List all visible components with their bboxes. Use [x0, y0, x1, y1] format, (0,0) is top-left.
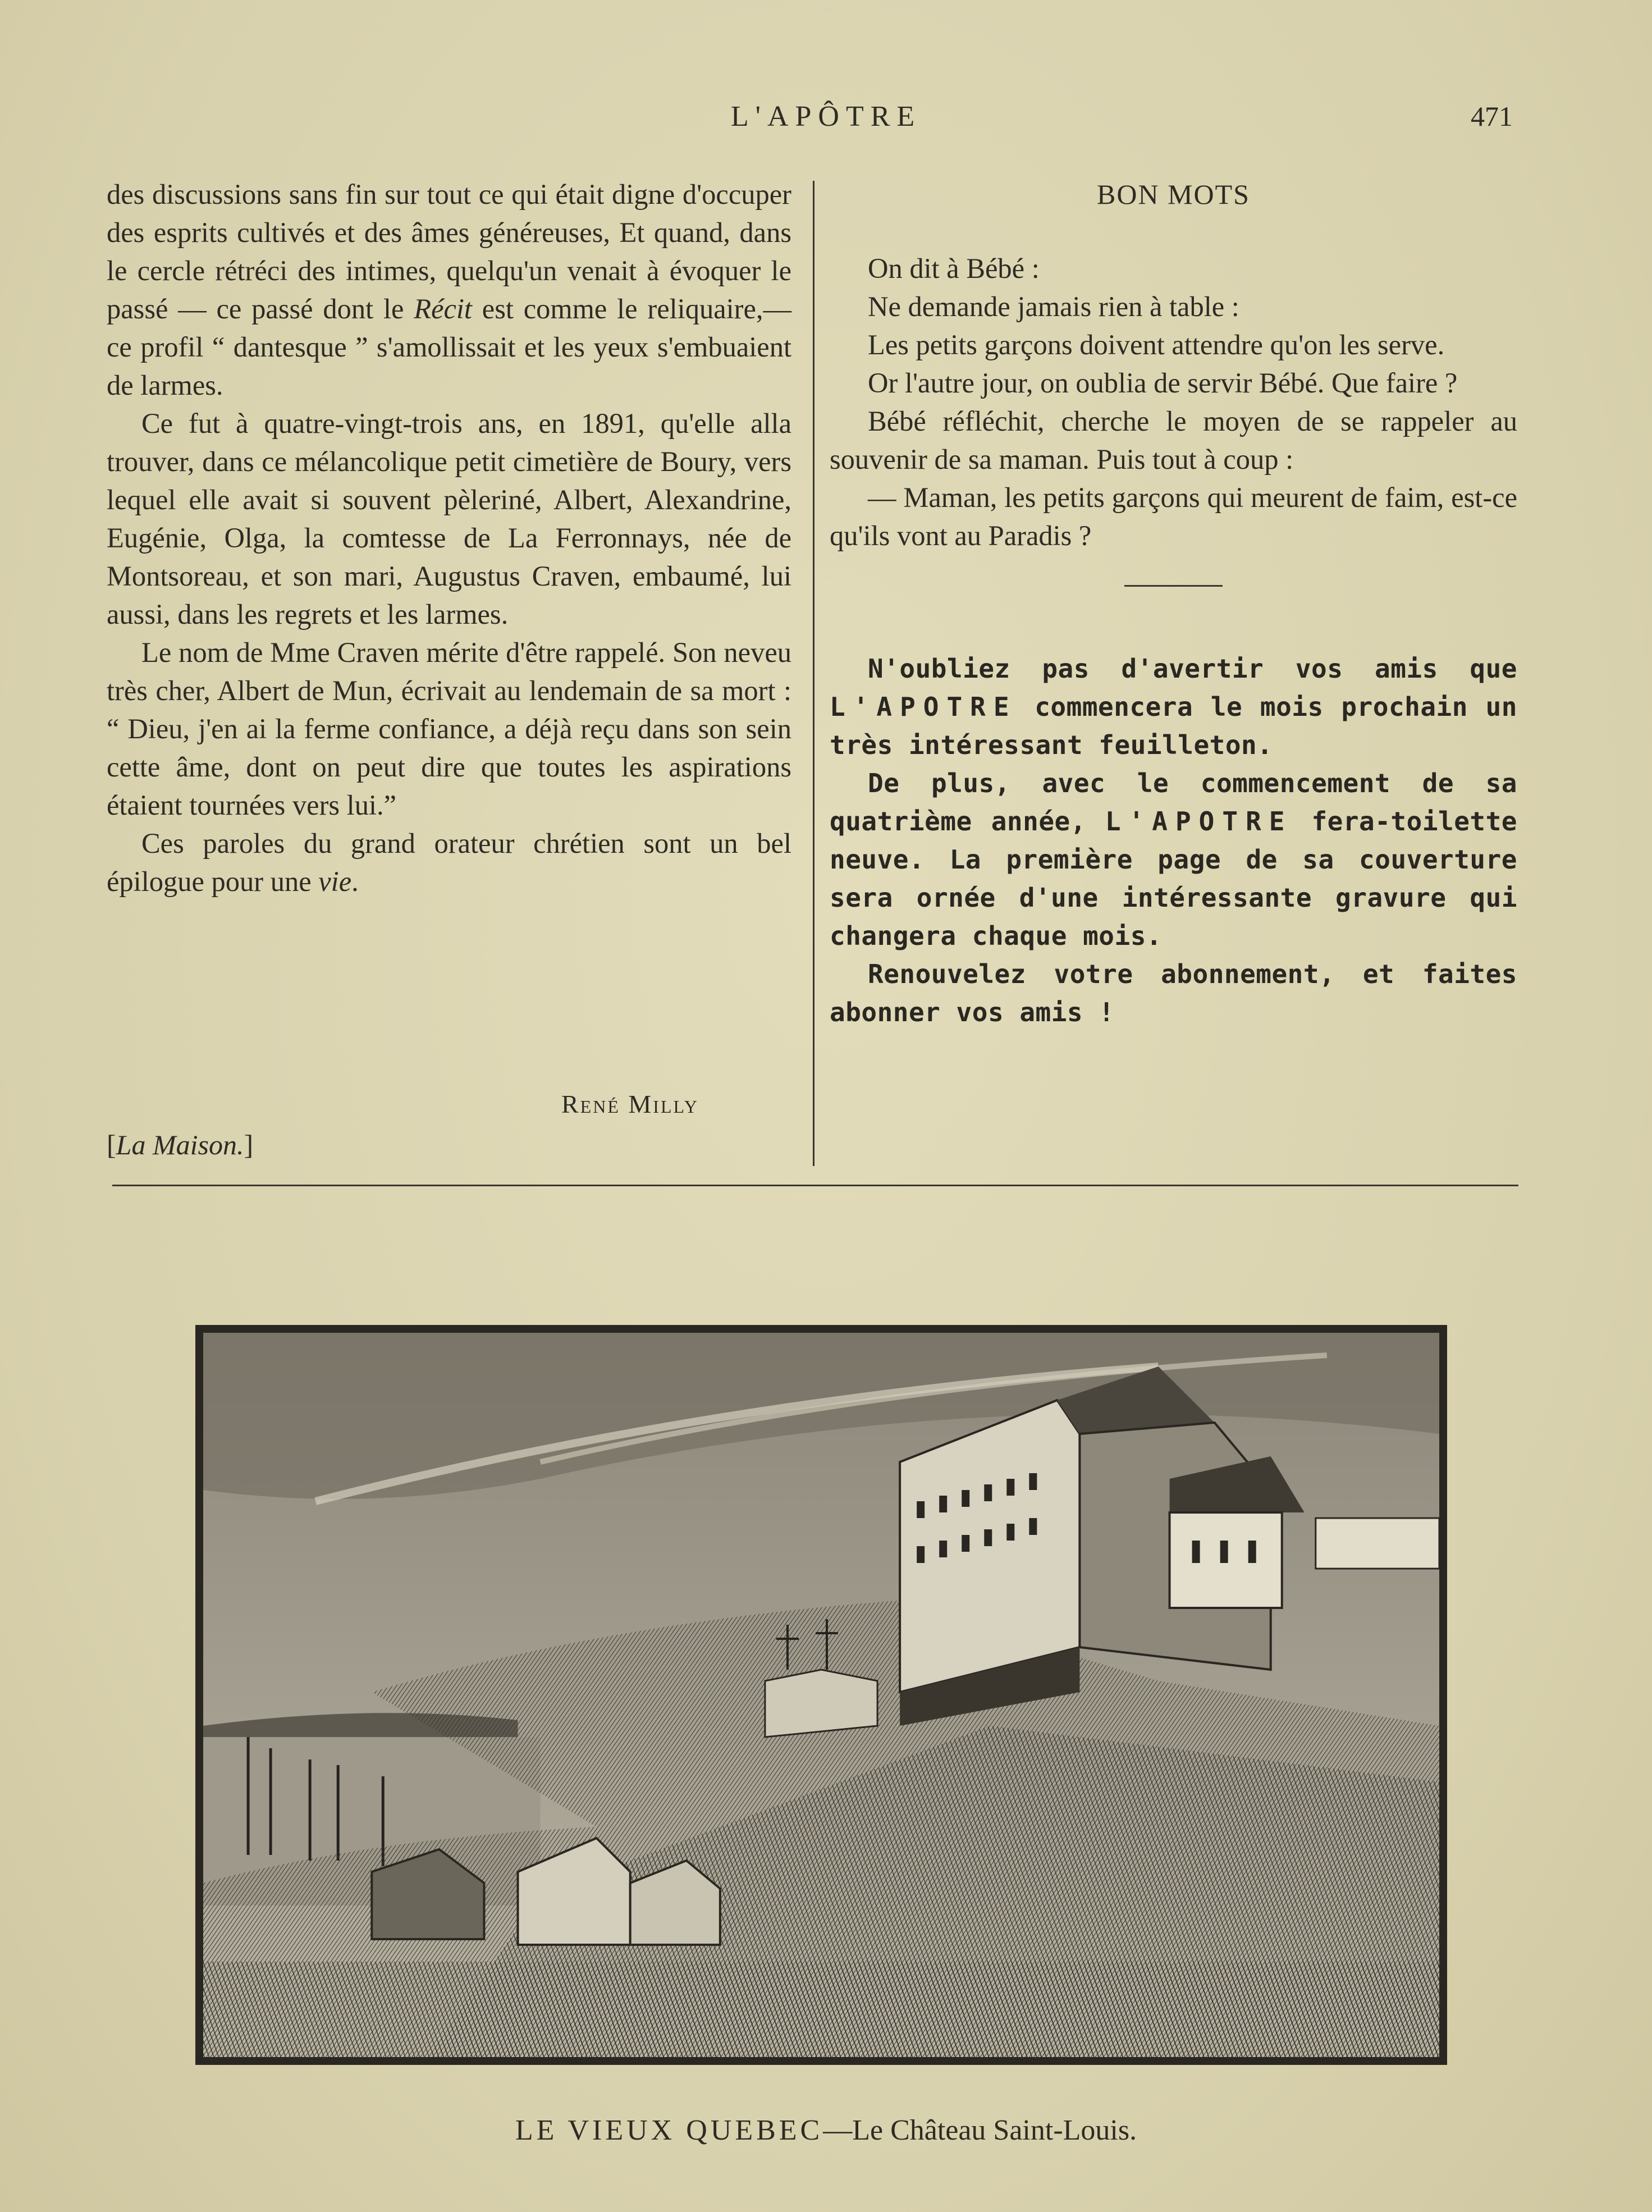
section-bottom-rule: [112, 1185, 1518, 1186]
left-paragraph-3: Le nom de Mme Craven mérite d'être rappelé. Son neveu très cher, Albert de Mun, écrivait au lendemain de sa mort : “ Dieu, j'en ai la ferme confiance, a déjà reçu dans son sein cette âme, dont on peut dire que toutes les aspirations étaient tournées vers lui.”: [107, 637, 791, 821]
caption-separator: —: [823, 2114, 853, 2146]
paragraph-text: Ces paroles du grand orateur chrétien sont un bel épilogue pour une: [107, 828, 791, 897]
magazine-name: L'APOTRE: [830, 692, 1017, 722]
anecdote-line: Bébé réfléchit, cherche le moyen de se rappeler au souvenir de sa maman. Puis tout à coup :: [830, 405, 1517, 475]
source-citation: [107, 1128, 253, 1161]
notice-text: commencera le mois prochain un très intéressant feuilleton.: [830, 692, 1517, 760]
subscription-notice: [830, 650, 1517, 1031]
caption-subtitle: Le Château Saint-Louis.: [852, 2114, 1137, 2146]
author-signature: René Milly: [561, 1090, 699, 1118]
section-separator-rule: [1124, 585, 1223, 587]
distant-building: [1316, 1518, 1439, 1569]
column-divider: [813, 181, 814, 1166]
bracket: ]: [244, 1129, 254, 1160]
left-paragraph-4: [107, 824, 791, 901]
notice-text: N'oubliez pas d'avertir vos amis que: [868, 653, 1517, 684]
anecdote-line: Ne demande jamais rien à table :: [868, 291, 1239, 322]
right-column: [830, 175, 1517, 1031]
notice-text: fera-toilette neuve. La première page de sa couverture sera ornée d'une intéressante gravure qui changera chaque mois.: [830, 806, 1517, 951]
section-heading-bon-mots: BON MOTS: [1097, 179, 1250, 210]
illustration-caption: [0, 2114, 1652, 2147]
notice-paragraph-3: Renouvelez votre abonnement, et faites abonner vos amis !: [830, 959, 1517, 1027]
paragraph-text: .: [351, 866, 359, 897]
caption-title: LE VIEUX QUEBEC: [515, 2114, 823, 2146]
notice-text: De plus, avec le commencement de sa quatrième année,: [830, 768, 1517, 837]
left-paragraph-2: Ce fut à quatre-vingt-trois ans, en 1891, qu'elle alla trouver, dans ce mélancolique petit cimetière de Boury, vers lequel elle avait si souvent pèleriné, Albert, Alexandrine, Eugénie, Olga, la comtesse de La Ferronnays, née de Montsoreau, et son mari, Augustus Craven, embaumé, lui aussi, dans les regrets et les larmes.: [107, 408, 791, 630]
notice-paragraph-1: [830, 650, 1517, 764]
chateau-engraving: [203, 1333, 1439, 2057]
source-title: La Maison.: [116, 1129, 244, 1160]
italic-word-vie: vie: [318, 866, 352, 897]
anecdote-line: Les petits garçons doivent attendre qu'on les serve.: [868, 329, 1445, 360]
anecdote-line: Or l'autre jour, on oublia de servir Bébé. Que faire ?: [868, 367, 1458, 399]
running-header-title: L'APÔTRE: [730, 100, 922, 132]
page-number: 471: [1471, 100, 1513, 132]
anecdote-line: On dit à Bébé :: [868, 253, 1040, 284]
foreground-slope: [203, 1962, 1439, 2057]
italic-title-recit: Récit: [414, 293, 472, 325]
paragraph-text: est comme le reliquaire,— ce profil “ dantesque ” s'amollissait et les yeux s'embuaient de larmes.: [107, 293, 792, 401]
magazine-name: L'APOTRE: [1105, 806, 1293, 837]
engraving-illustration: [195, 1325, 1447, 2065]
anecdote-line: — Maman, les petits garçons qui meurent de faim, est-ce qu'ils vont au Paradis ?: [830, 482, 1517, 551]
notice-paragraph-2: [830, 764, 1517, 955]
left-paragraph-1: [107, 175, 791, 404]
paragraph-text: des discussions sans fin sur tout ce qui était digne d'occuper des esprits cultivés et des âmes généreuses, Et quand, dans le cercle rétréci des intimes, quelqu'un venait à évoquer le passé — ce passé dont le: [107, 179, 791, 325]
bracket: [: [107, 1129, 116, 1160]
left-column: [107, 175, 791, 901]
